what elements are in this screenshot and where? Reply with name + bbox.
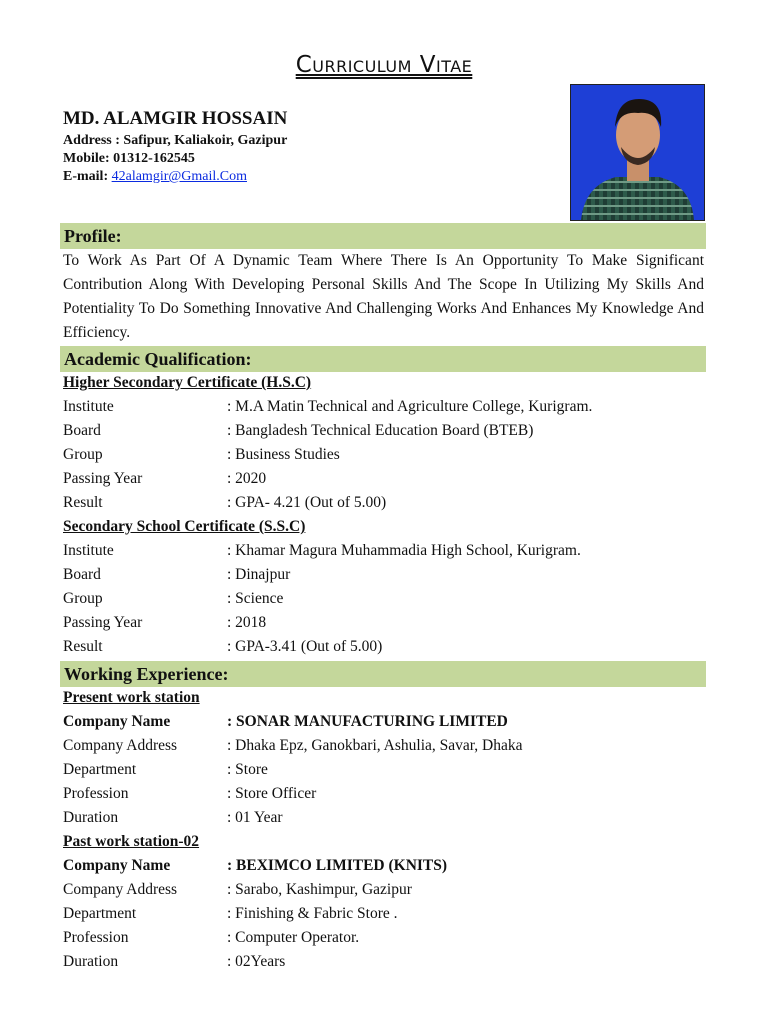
present-row	[63, 713, 703, 735]
present-key: Duration	[63, 809, 119, 826]
hsc-key: Institute	[63, 398, 114, 415]
past-key: Company Address	[63, 881, 178, 898]
hsc-row	[63, 494, 703, 516]
past-key: Duration	[63, 953, 119, 970]
present-row	[63, 737, 703, 759]
ssc-value: : 2018	[227, 614, 267, 631]
ssc-row	[63, 542, 703, 564]
past-key: Profession	[63, 929, 129, 946]
present-key: Company Address	[63, 737, 178, 754]
hsc-key: Passing Year	[63, 470, 143, 487]
present-key: Company Name	[63, 713, 171, 730]
hsc-key: Board	[63, 422, 101, 439]
past-row	[63, 929, 703, 951]
past-row	[63, 905, 703, 927]
ssc-key: Board	[63, 566, 101, 583]
ssc-value: : GPA-3.41 (Out of 5.00)	[227, 638, 383, 655]
section-academic-heading: Academic Qualification:	[60, 346, 706, 372]
past-work-title: Past work station-02	[63, 833, 200, 850]
past-row	[63, 953, 703, 975]
ssc-row	[63, 638, 703, 660]
hsc-value: : 2020	[227, 470, 267, 487]
past-value: : BEXIMCO LIMITED (KNITS)	[227, 857, 448, 874]
profile-photo	[570, 84, 705, 221]
past-key: Company Name	[63, 857, 171, 874]
section-profile-heading: Profile:	[60, 223, 706, 249]
hsc-value: : Bangladesh Technical Education Board (BTEB)	[227, 422, 534, 439]
ssc-key: Group	[63, 590, 103, 607]
past-value: : Sarabo, Kashimpur, Gazipur	[227, 881, 412, 898]
ssc-key: Institute	[63, 542, 114, 559]
hsc-row	[63, 470, 703, 492]
present-value: : Store	[227, 761, 268, 778]
past-row	[63, 881, 703, 903]
present-key: Profession	[63, 785, 129, 802]
hsc-title: Higher Secondary Certificate (H.S.C)	[63, 374, 312, 391]
present-row	[63, 809, 703, 831]
past-key: Department	[63, 905, 137, 922]
past-value: : Computer Operator.	[227, 929, 360, 946]
mobile-line: Mobile: 01312-162545	[63, 151, 195, 166]
cv-title: Curriculum Vitae	[295, 52, 473, 78]
present-row	[63, 785, 703, 807]
ssc-row	[63, 590, 703, 612]
ssc-key: Result	[63, 638, 103, 655]
hsc-key: Result	[63, 494, 103, 511]
ssc-row	[63, 566, 703, 588]
ssc-value: : Khamar Magura Muhammadia High School, Kurigram.	[227, 542, 581, 559]
past-row	[63, 857, 703, 879]
hsc-row	[63, 446, 703, 468]
ssc-title: Secondary School Certificate (S.S.C)	[63, 518, 306, 535]
present-key: Department	[63, 761, 137, 778]
present-value: : 01 Year	[227, 809, 283, 826]
ssc-row	[63, 614, 703, 636]
hsc-row	[63, 422, 703, 444]
candidate-name: MD. ALAMGIR HOSSAIN	[63, 108, 288, 129]
hsc-row	[63, 398, 703, 420]
address-line: Address : Safipur, Kaliakoir, Gazipur	[63, 133, 288, 148]
hsc-value: : M.A Matin Technical and Agriculture College, Kurigram.	[227, 398, 593, 415]
present-value: : Store Officer	[227, 785, 317, 802]
present-row	[63, 761, 703, 783]
ssc-value: : Dinajpur	[227, 566, 291, 583]
hsc-value: : Business Studies	[227, 446, 340, 463]
email-label: E-mail:	[63, 169, 109, 184]
email-line	[63, 169, 247, 185]
past-value: : 02Years	[227, 953, 286, 970]
ssc-key: Passing Year	[63, 614, 143, 631]
present-value: : SONAR MANUFACTURING LIMITED	[227, 713, 508, 730]
hsc-key: Group	[63, 446, 103, 463]
hsc-value: : GPA- 4.21 (Out of 5.00)	[227, 494, 387, 511]
past-value: : Finishing & Fabric Store .	[227, 905, 398, 922]
present-value: : Dhaka Epz, Ganokbari, Ashulia, Savar, Dhaka	[227, 737, 523, 754]
present-work-title: Present work station	[63, 689, 200, 706]
email-link[interactable]: 42alamgir@Gmail.Com	[111, 169, 247, 184]
section-work-heading: Working Experience:	[60, 661, 706, 687]
ssc-value: : Science	[227, 590, 284, 607]
profile-text: To Work As Part Of A Dynamic Team Where There Is An Opportunity To Make Significant Contribution Along With Developing Personal Skills And The Scope In Utilizing My Skills And Potentiality To Do Something Innovative And Challenging Works And Enhances My Knowledge And Efficiency.	[63, 252, 704, 341]
